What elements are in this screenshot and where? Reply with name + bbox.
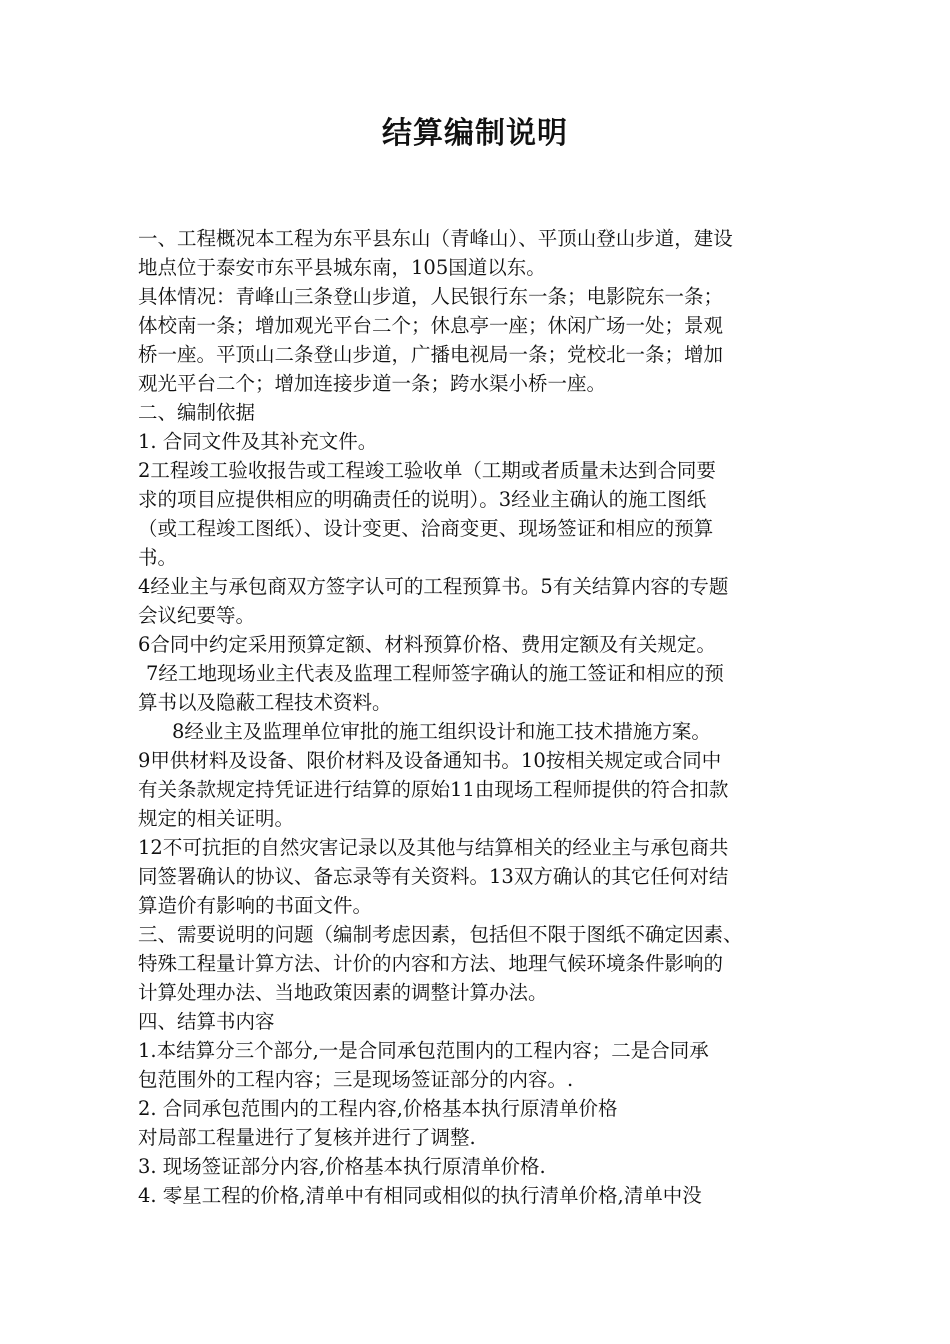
list-item: 7经工地现场业主代表及监理工程师签字确认的施工签证和相应的预 [146, 662, 724, 685]
list-item: 2工程竣工验收报告或工程竣工验收单（工期或者质量未达到合同要 [138, 459, 716, 482]
section-heading: 四、结算书内容 [138, 1010, 275, 1033]
paragraph-line: 书。 [138, 546, 178, 569]
list-item: 3. 现场签证部分内容,价格基本执行原清单价格. [138, 1155, 546, 1178]
paragraph-line: 地点位于泰安市东平县城东南，105国道以东。 [138, 256, 546, 279]
paragraph-line: 会议纪要等。 [138, 604, 256, 627]
list-item: 2. 合同承包范围内的工程内容,价格基本执行原清单价格 [138, 1097, 618, 1120]
section-heading: 二、编制依据 [138, 401, 256, 424]
section-heading: 三、需要说明的问题（编制考虑因素，包括但不限于图纸不确定因素、 [138, 923, 743, 946]
list-item: 4经业主与承包商双方签字认可的工程预算书。5有关结算内容的专题 [138, 575, 729, 598]
list-item: 1.本结算分三个部分,一是合同承包范围内的工程内容；二是合同承 [138, 1039, 709, 1062]
list-item: 4. 零星工程的价格,清单中有相同或相似的执行清单价格,清单中没 [138, 1184, 702, 1207]
paragraph-line: 体校南一条；增加观光平台二个；休息亭一座；休闲广场一处；景观 [138, 314, 724, 337]
paragraph-line: 算书以及隐蔽工程技术资料。 [138, 691, 392, 714]
paragraph-line: （或工程竣工图纸）、设计变更、洽商变更、现场签证和相应的预算 [138, 517, 714, 540]
paragraph-line: 特殊工程量计算方法、计价的内容和方法、地理气候环境条件影响的 [138, 952, 724, 975]
document-body [138, 224, 818, 1210]
paragraph-line: 计算处理办法、当地政策因素的调整计算办法。 [138, 981, 548, 1004]
paragraph-line: 同签署确认的协议、备忘录等有关资料。13双方确认的其它任何对结 [138, 865, 729, 888]
list-item: 9甲供材料及设备、限价材料及设备通知书。10按相关规定或合同中 [138, 749, 722, 772]
paragraph-line: 有关条款规定持凭证进行结算的原始11由现场工程师提供的符合扣款 [138, 778, 729, 801]
paragraph-line: 桥一座。平顶山二条登山步道，广播电视局一条；党校北一条；增加 [138, 343, 724, 366]
paragraph-line: 对局部工程量进行了复核并进行了调整. [138, 1126, 476, 1149]
list-item: 8经业主及监理单位审批的施工组织设计和施工技术措施方案。 [172, 720, 711, 743]
paragraph-line: 具体情况：青峰山三条登山步道，人民银行东一条；电影院东一条； [138, 285, 724, 308]
paragraph-line: 观光平台二个；增加连接步道一条；跨水渠小桥一座。 [138, 372, 607, 395]
paragraph-line: 一、工程概况本工程为东平县东山（青峰山）、平顶山登山步道，建设 [138, 227, 733, 250]
paragraph-line: 算造价有影响的书面文件。 [138, 894, 373, 917]
paragraph-line: 求的项目应提供相应的明确责任的说明）。3经业主确认的施工图纸 [138, 488, 707, 511]
list-item: 6合同中约定采用预算定额、材料预算价格、费用定额及有关规定。 [138, 633, 716, 656]
paragraph-line: 规定的相关证明。 [138, 807, 295, 830]
document-title: 结算编制说明 [382, 116, 568, 151]
list-item: 1. 合同文件及其补充文件。 [138, 430, 378, 453]
list-item: 12不可抗拒的自然灾害记录以及其他与结算相关的经业主与承包商共 [138, 836, 729, 859]
paragraph-line: 包范围外的工程内容；三是现场签证部分的内容。. [138, 1068, 574, 1091]
